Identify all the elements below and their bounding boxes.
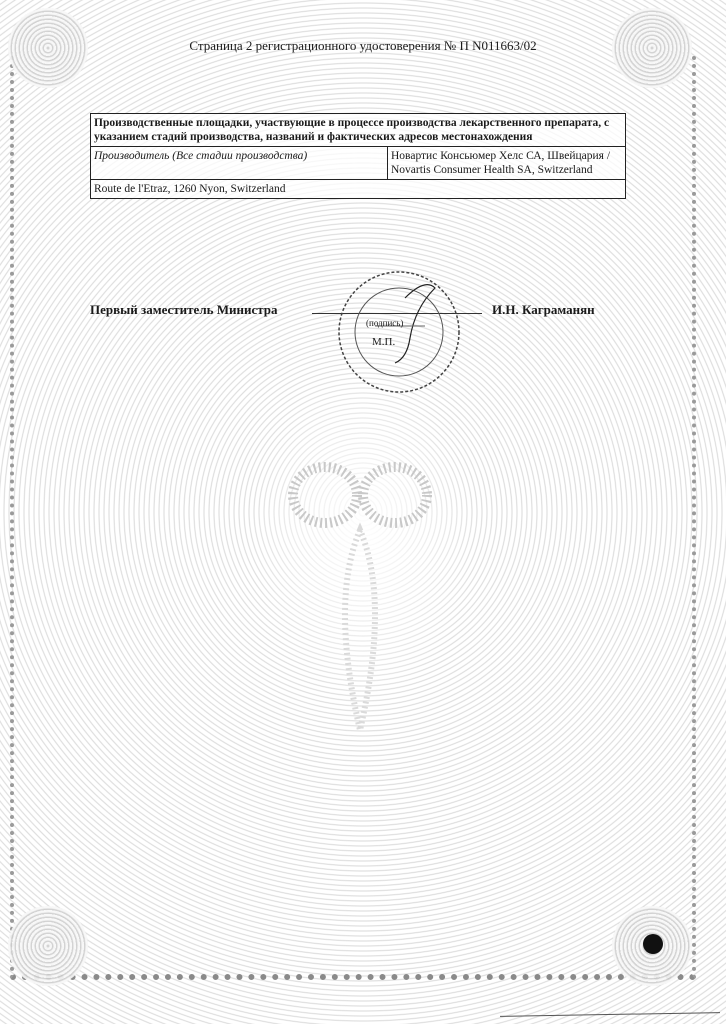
producer-name-cell: Новартис Консьюмер Хелс СА, Швейцария / Novartis Consumer Health SA, Switzerland xyxy=(388,147,626,180)
address-cell: Route de l'Etraz, 1260 Nyon, Switzerland xyxy=(91,180,626,199)
production-sites-table xyxy=(90,113,626,199)
producer-label-cell: Производитель (Все стадии производства) xyxy=(91,147,388,180)
signature-label: (подпись) xyxy=(366,318,404,328)
hole-punch-mark xyxy=(643,934,663,954)
table-caption: Производственные площадки, участвующие в процессе производства лекарственного препарата, с указанием стадий производства, названий и фактических адресов местонахождения xyxy=(91,114,626,147)
official-seal-stamp xyxy=(335,268,463,396)
signatory-name: И.Н. Каграманян xyxy=(492,302,595,317)
signatory-position: Первый заместитель Министра xyxy=(90,302,278,317)
rosette-ornament-bottom-left xyxy=(8,906,88,986)
watermark-emblem xyxy=(270,450,450,750)
seal-label: М.П. xyxy=(372,336,396,348)
page-header: Страница 2 регистрационного удостоверения № П N011663/02 xyxy=(189,38,537,53)
scan-edge-line xyxy=(500,1012,720,1017)
